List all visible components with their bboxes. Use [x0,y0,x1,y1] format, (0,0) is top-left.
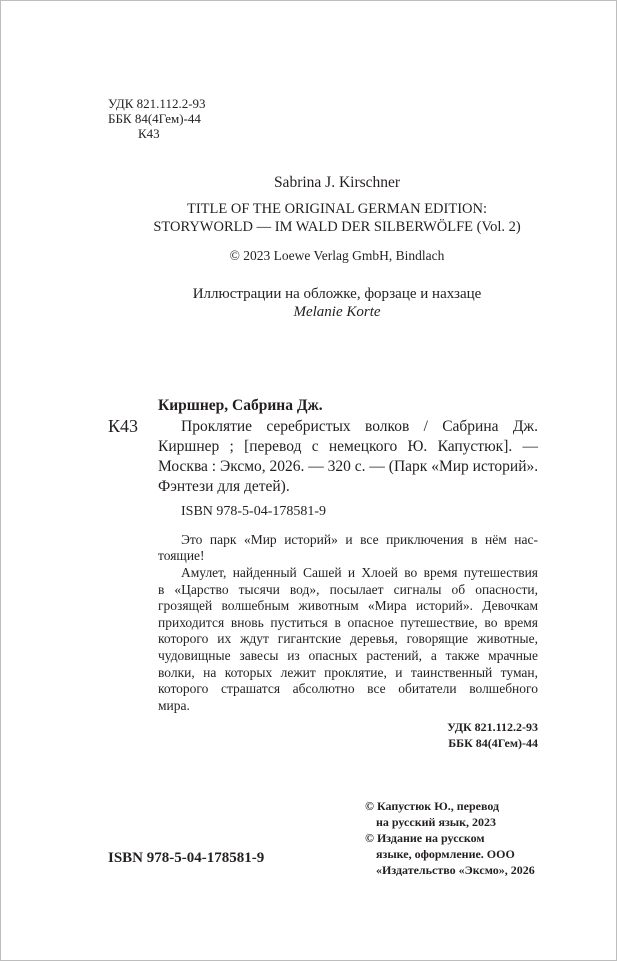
bib-line: Фэнтези для детей). [158,478,290,495]
author-mark: К43 [138,126,160,141]
bbk-code: ББК 84(4Гем)-44 [108,111,201,126]
bib-line: Киршнер ; [перевод с немецкого Ю. Капустюк]. — [158,438,538,455]
copyright-line: © Издание на русском [365,831,485,845]
annotation-line: Амулет, найденный Сашей и Хлоей во время путешествия [181,565,538,580]
footer-bbk-code: ББК 84(4Гем)-44 [448,736,538,750]
footer-udk-code: УДК 821.112.2-93 [447,720,538,734]
illustrations-label: Иллюстрации на обложке, форзаце и нахзаце [192,286,482,302]
udk-code: УДК 821.112.2-93 [108,96,206,111]
annotation-line: чудовищные завесы из опасных растений, а также мрачные [158,648,538,663]
bib-mark: К43 [108,416,139,436]
annotation-line: грозящей волшебным животным «Мира историй». Девочкам [158,598,538,613]
copyright-line: языке, оформление. ООО [376,847,515,861]
illustrations-artist: Melanie Korte [293,304,381,320]
original-author: Sabrina J. Kirschner [273,174,401,191]
copyright-line: © Капустюк Ю., перевод [365,799,500,813]
annotation-line: мира. [158,698,190,713]
annotation-line: Это парк «Мир историй» и все приключения в нём нас- [181,532,538,547]
bib-isbn: ISBN 978-5-04-178581-9 [181,504,327,519]
footer-isbn: ISBN 978-5-04-178581-9 [108,850,265,866]
original-title-line1: TITLE OF THE ORIGINAL GERMAN EDITION: [186,201,488,217]
copyright-line: «Издательство «Эксмо», 2026 [376,863,535,877]
annotation-line: тоящие! [158,548,205,563]
annotation-line: которого их ждут гигантские деревья, говорящие животные, [158,631,538,646]
annotation-line: в «Царство тысячи вод», посылает сигналы об опасности, [158,582,538,597]
original-copyright: © 2023 Loewe Verlag GmbH, Bindlach [229,248,445,263]
bib-line: Проклятие серебристых волков / Сабрина Дж. [181,418,538,435]
bib-line: Москва : Эксмо, 2026. — 320 с. — (Парк «Мир историй». [158,458,539,475]
annotation-line: волки, на которых лежит проклятие, и таинственный туман, [158,665,538,680]
annotation-line: которого страшатся абсолютно все обитатели волшебного [158,681,538,696]
original-title-line2: STORYWORLD — IM WALD DER SILBERWÖLFE (Vol. 2) [153,219,521,235]
annotation-line: приходится вновь пуститься в опасное путешествие, во время [158,615,538,630]
bib-heading: Киршнер, Сабрина Дж. [158,397,323,414]
copyright-line: на русский язык, 2023 [376,815,497,829]
